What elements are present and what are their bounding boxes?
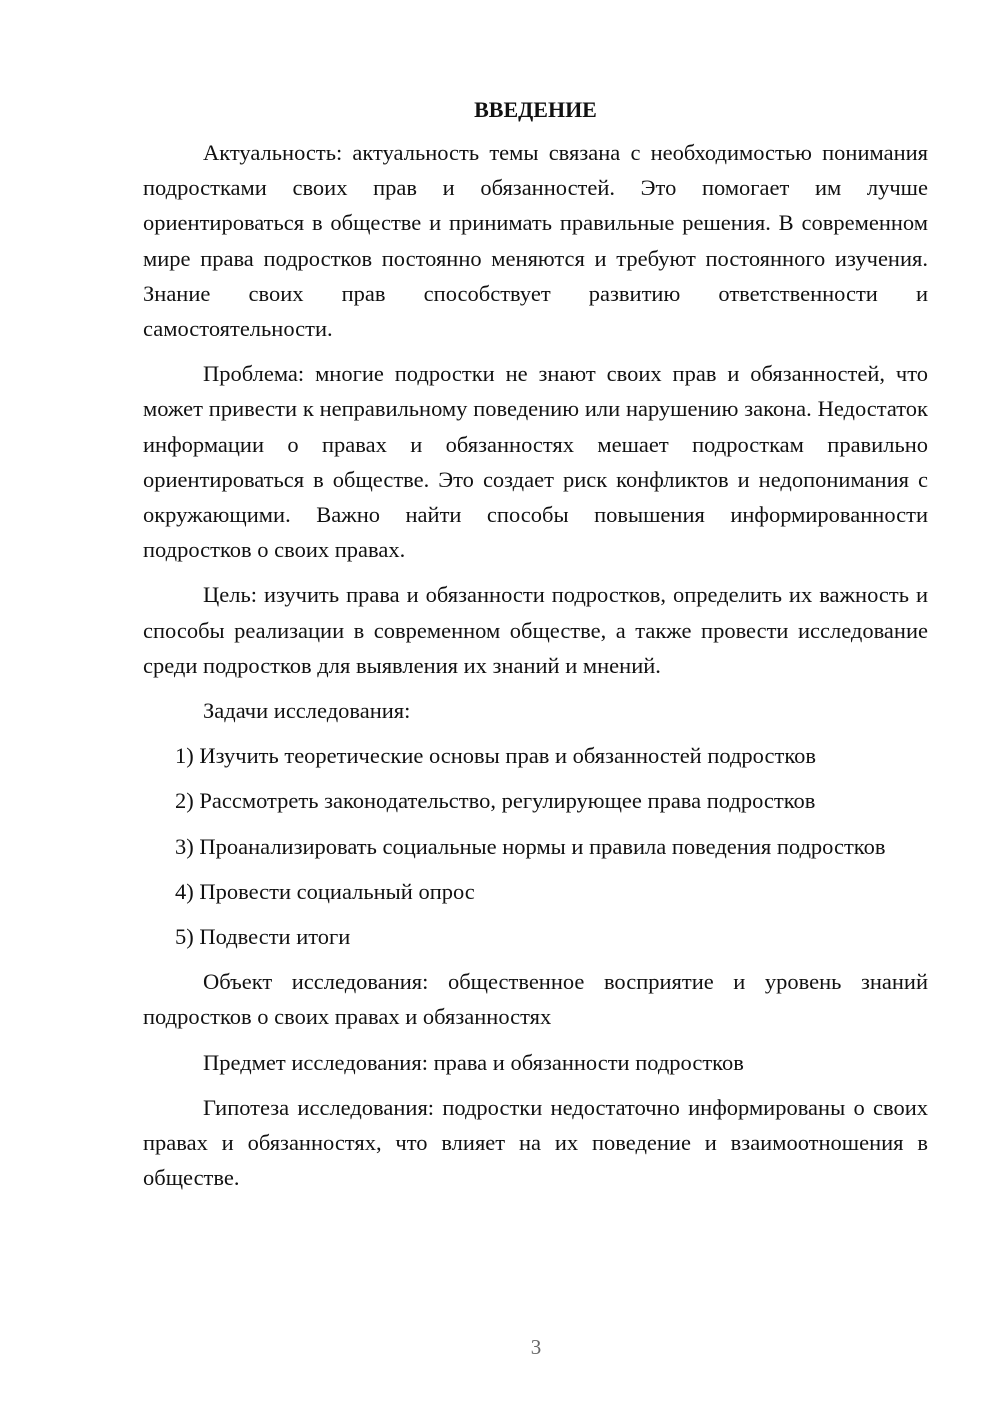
task-item: 3) Проанализировать социальные нормы и правила поведения подростков	[175, 833, 886, 859]
task-item: 5) Подвести итоги	[175, 924, 351, 950]
task-item: 2) Рассмотреть законодательство, регулирующее права подростков	[175, 788, 816, 814]
tasks-heading: Задачи исследования:	[203, 698, 411, 724]
relevance-paragraph: Актуальность: актуальность темы связана с необходимостью понимания подростками своих прав и обязанностей. Это помогает им лучше ориентироваться в обществе и принимать правильные решения. В современном мире права подростков постоянно меняются и требуют постоянного изучения. Знание своих прав способствует развитию ответственности и самостоятельности.	[143, 140, 928, 342]
object-paragraph: Объект исследования: общественное восприятие и уровень знаний подростков о своих правах и обязанностях	[143, 969, 928, 1030]
subject-paragraph: Предмет исследования: права и обязанности подростков	[203, 1049, 744, 1075]
page-number: 3	[530, 1335, 542, 1359]
section-title: ВВЕДЕНИЕ	[474, 97, 597, 122]
task-item: 1) Изучить теоретические основы прав и обязанностей подростков	[175, 743, 816, 769]
document-body	[143, 95, 928, 1205]
task-item: 4) Провести социальный опрос	[175, 878, 475, 904]
goal-paragraph: Цель: изучить права и обязанности подростков, определить их важность и способы реализации в современном обществе, а также провести исследование среди подростков для выявления их знаний и мнений.	[143, 582, 928, 678]
problem-paragraph: Проблема: многие подростки не знают своих прав и обязанностей, что может привести к неправильному поведению или нарушению закона. Недостаток информации о правах и обязанностях мешает подросткам правильно ориентироваться в обществе. Это создает риск конфликтов и недопонимания с окружающими. Важно найти способы повышения информированности подростков о своих правах.	[143, 361, 928, 563]
hypothesis-paragraph: Гипотеза исследования: подростки недостаточно информированы о своих правах и обязанностях, что влияет на их поведение и взаимоотношения в обществе.	[143, 1094, 928, 1191]
